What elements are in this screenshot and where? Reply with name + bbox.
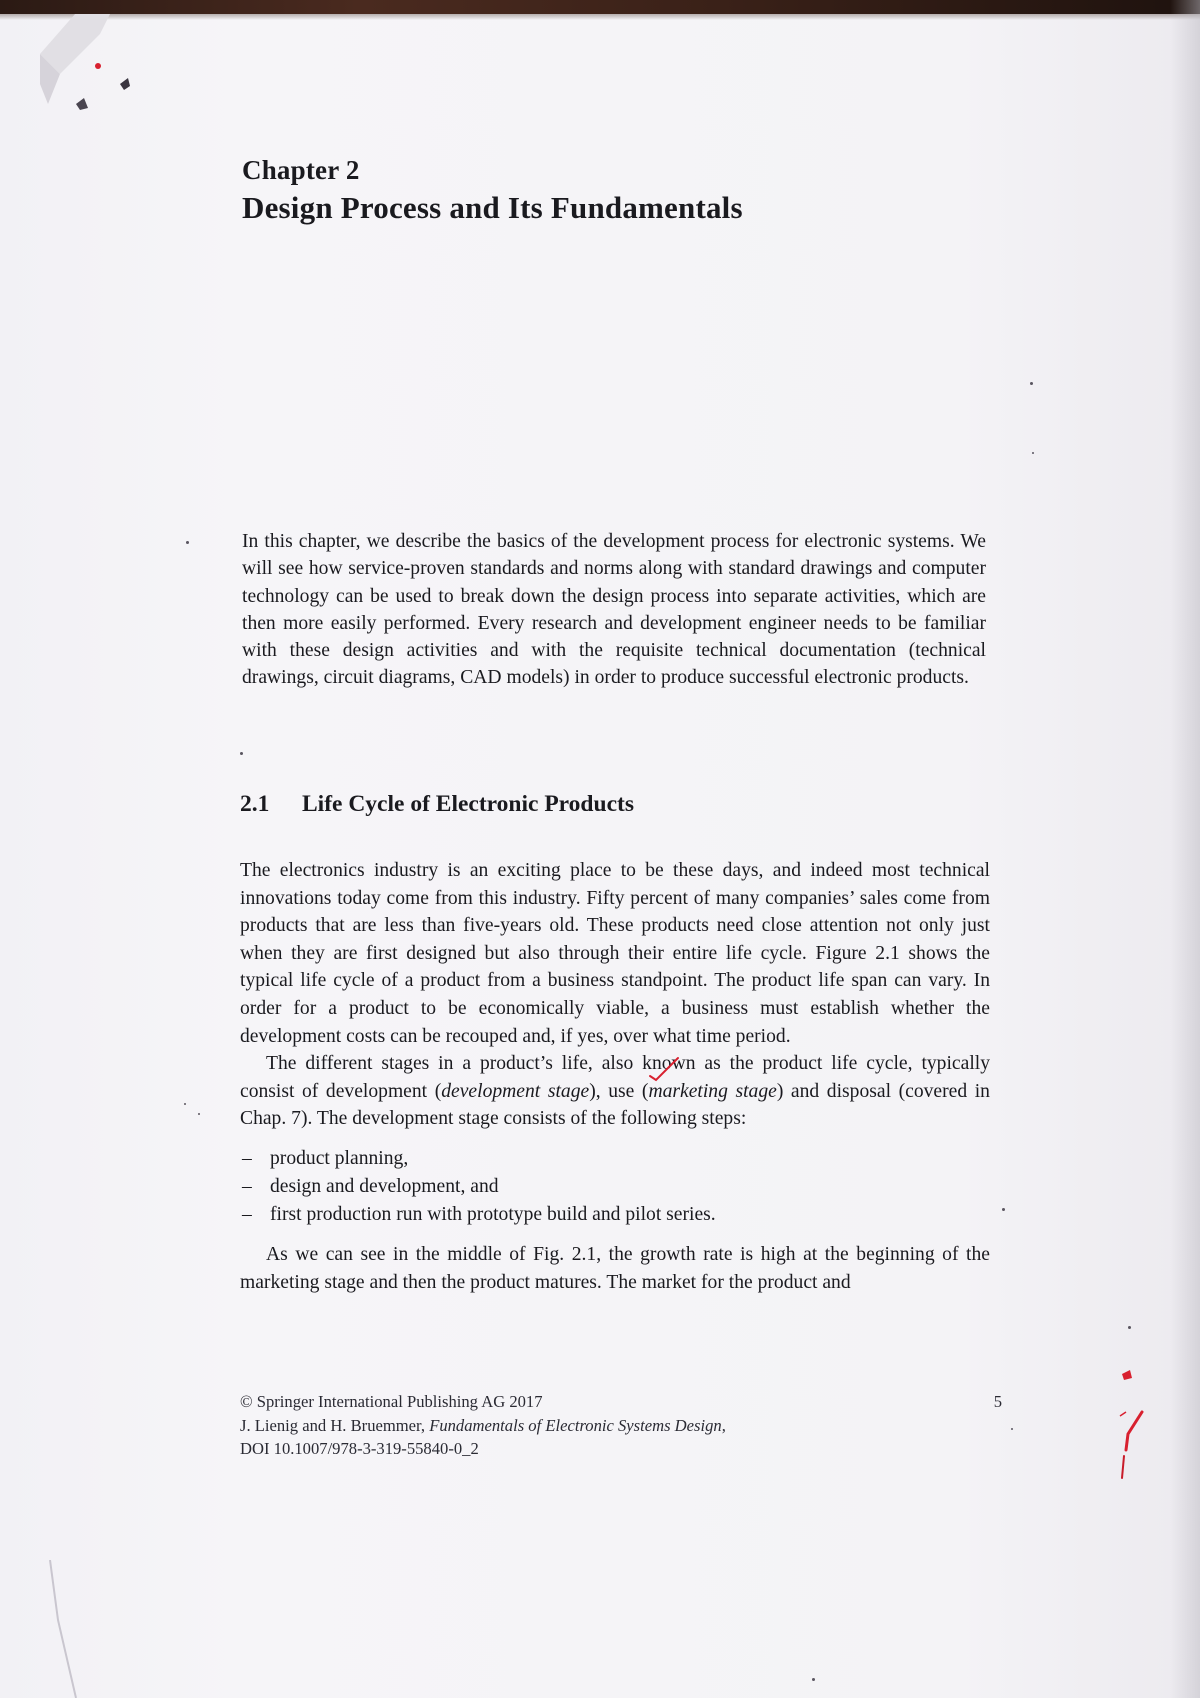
list-item-text: first production run with prototype build and pilot series. xyxy=(270,1203,716,1225)
paragraph-2-mid: ), use ( xyxy=(589,1080,649,1102)
chapter-label: Chapter 2 xyxy=(242,155,360,185)
list-item-text: design and development, and xyxy=(270,1175,499,1197)
dust-speck xyxy=(1032,452,1034,454)
list-dash: – xyxy=(242,1175,252,1197)
citation-book-title: Fundamentals of Electronic Systems Design xyxy=(429,1415,722,1435)
list-item xyxy=(240,1201,990,1229)
section-body xyxy=(240,857,990,1296)
page-right-shadow xyxy=(1170,0,1200,1698)
citation-comma: , xyxy=(721,1415,726,1435)
marketing-stage-term: marketing stage xyxy=(648,1080,777,1102)
paragraph-2-tail: ) and disposal (covered in Chap. 7). The development stage consists of the following steps: xyxy=(240,1080,990,1130)
dust-speck xyxy=(812,1678,815,1681)
paragraph-2-lead: The different stages in a product’s life, also known as the product life cycle, typically consist of development ( xyxy=(240,1053,990,1102)
dust-speck xyxy=(240,752,243,755)
red-pen-tick-icon xyxy=(648,1056,680,1082)
dust-speck xyxy=(186,541,189,544)
dust-speck xyxy=(1002,1208,1005,1211)
section-title: Life Cycle of Electronic Products xyxy=(302,791,634,817)
body-paragraph-1: The electronics industry is an exciting place to be these days, and indeed most technical innovations today come from this industry. Fifty percent of many companies’ sales come from products that are less than five-years old. These products need close attention not only just when they are first designed but also through their entire life cycle. Figure 2.1 shows the typical life cycle of a product from a business standpoint. The product life span can vary. In order for a product to be economically viable, a business must establish whether the development costs can be recouped and, if yes, over what time period. xyxy=(240,860,990,1047)
page-top-edge xyxy=(0,0,1200,14)
list-dash: – xyxy=(242,1147,252,1169)
section-heading xyxy=(240,791,634,818)
body-paragraph-2 xyxy=(240,1050,990,1133)
margin-pen-mark-icon xyxy=(1108,1360,1148,1480)
citation-authors: J. Lienig and H. Bruemmer, xyxy=(240,1415,430,1435)
page-footer xyxy=(240,1390,1002,1461)
page-number: 5 xyxy=(993,1392,1002,1411)
citation-line xyxy=(240,1414,1002,1438)
dust-speck xyxy=(184,1103,186,1105)
dust-speck xyxy=(1128,1326,1131,1329)
chapter-title: Design Process and Its Fundamentals xyxy=(242,190,743,225)
body-paragraph-3: As we can see in the middle of Fig. 2.1, the growth rate is high at the beginning of the marketing stage and then the product matures. The market for the product and xyxy=(240,1243,990,1293)
dust-speck xyxy=(1011,1428,1013,1430)
bottom-crease-icon xyxy=(30,1560,90,1698)
dust-speck xyxy=(1030,382,1033,385)
section-number: 2.1 xyxy=(240,791,270,817)
list-item xyxy=(240,1145,990,1173)
development-steps-list xyxy=(240,1145,990,1229)
folded-corner-icon xyxy=(40,14,130,124)
list-dash: – xyxy=(242,1203,252,1225)
copyright-line: © Springer International Publishing AG 2017 xyxy=(240,1392,543,1411)
page-top-shadow xyxy=(0,14,1200,20)
chapter-abstract: In this chapter, we describe the basics of the development process for electronic systems. We will see how service-proven standards and norms along with standard drawings and computer technology can be used to break down the design process into separate activities, which are then more easily performed. Every research and development engineer needs to be familiar with these design activities and with the requisite technical documentation (technical drawings, circuit diagrams, CAD models) in order to produce successful electronic products. xyxy=(242,531,986,689)
list-item xyxy=(240,1173,990,1201)
development-stage-term: development stage xyxy=(441,1080,590,1102)
dust-speck xyxy=(198,1113,200,1115)
list-item-text: product planning, xyxy=(270,1147,409,1169)
doi-line: DOI 10.1007/978-3-319-55840-0_2 xyxy=(240,1439,479,1458)
